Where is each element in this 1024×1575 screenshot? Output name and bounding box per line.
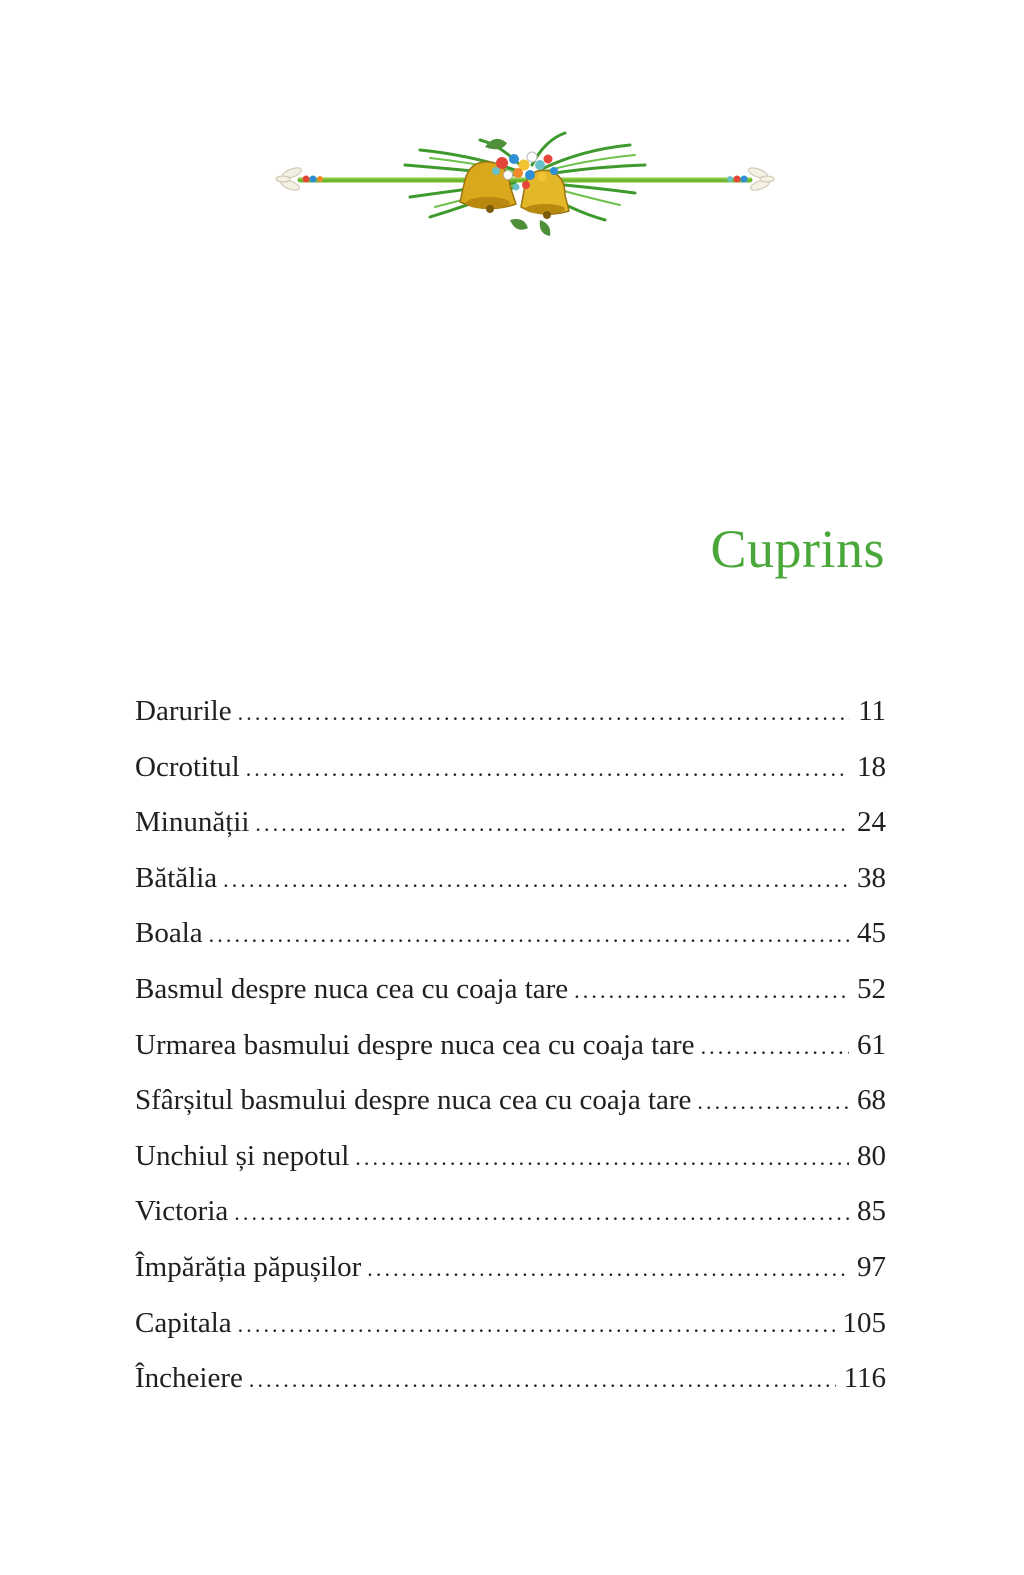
toc-entry-label: Sfârșitul basmului despre nuca cea cu coaja tare <box>135 1084 692 1117</box>
toc-entry-page: 80 <box>857 1139 886 1172</box>
toc-entry-page: 45 <box>857 917 886 950</box>
toc-entry-label: Urmarea basmului despre nuca cea cu coaja tare <box>135 1028 695 1061</box>
toc-entry-label: Ocrotitul <box>135 750 240 783</box>
toc-entry-capitala[interactable] <box>135 1300 886 1356</box>
dot-leader <box>246 744 849 792</box>
toc-entry-boala[interactable] <box>135 910 886 966</box>
toc-entry-sfarsitul-basmului[interactable] <box>135 1077 886 1133</box>
dot-leader <box>209 910 849 958</box>
toc-entry-page: 11 <box>858 695 886 727</box>
toc-entry-label: Unchiul și nepotul <box>135 1139 350 1172</box>
toc-entry-page: 85 <box>857 1195 886 1228</box>
toc-entry-label: Împărăția păpușilor <box>135 1250 362 1283</box>
toc-entry-label: Basmul despre nuca cea cu coaja tare <box>135 972 569 1005</box>
toc-title: Cuprins <box>710 519 885 579</box>
toc-entry-page: 18 <box>857 750 886 783</box>
toc-entry-page: 52 <box>857 972 886 1005</box>
toc-entry-page: 24 <box>857 806 886 839</box>
toc-list <box>135 688 886 1411</box>
toc-entry-label: Darurile <box>135 695 232 727</box>
dot-leader <box>367 1244 849 1292</box>
toc-entry-page: 97 <box>857 1250 886 1283</box>
toc-entry-page: 105 <box>842 1306 886 1339</box>
toc-entry-incheiere[interactable] <box>135 1355 886 1411</box>
dot-leader <box>238 1300 835 1348</box>
toc-entry-page: 38 <box>857 861 886 894</box>
toc-entry-label: Victoria <box>135 1195 229 1228</box>
toc-entry-label: Capitala <box>135 1306 232 1339</box>
toc-entry-label: Boala <box>135 917 203 950</box>
christmas-bells-garland-icon <box>270 125 780 245</box>
toc-entry-page: 68 <box>857 1084 886 1117</box>
toc-entry-basmul[interactable] <box>135 966 886 1022</box>
toc-entry-label: Încheiere <box>135 1362 243 1395</box>
dot-leader <box>255 799 849 847</box>
toc-entry-unchiul-si-nepotul[interactable] <box>135 1133 886 1189</box>
dot-leader <box>701 1022 849 1070</box>
dot-leader <box>697 1077 849 1125</box>
toc-entry-ocrotitul[interactable] <box>135 744 886 800</box>
toc-entry-label: Bătălia <box>135 861 218 894</box>
toc-entry-batalia[interactable] <box>135 855 886 911</box>
toc-entry-minunatii[interactable] <box>135 799 886 855</box>
toc-entry-urmarea-basmului[interactable] <box>135 1022 886 1078</box>
dot-leader <box>234 1188 849 1236</box>
toc-entry-page: 61 <box>857 1028 886 1061</box>
dot-leader <box>574 966 849 1014</box>
dot-leader <box>223 855 849 903</box>
dot-leader <box>249 1355 836 1403</box>
toc-entry-label: Minunății <box>135 806 250 839</box>
toc-entry-darurile[interactable] <box>135 688 886 744</box>
toc-entry-victoria[interactable] <box>135 1188 886 1244</box>
dot-leader <box>355 1133 849 1181</box>
toc-entry-imparatia-papusilor[interactable] <box>135 1244 886 1300</box>
toc-entry-page: 116 <box>843 1362 886 1395</box>
dot-leader <box>238 688 850 736</box>
